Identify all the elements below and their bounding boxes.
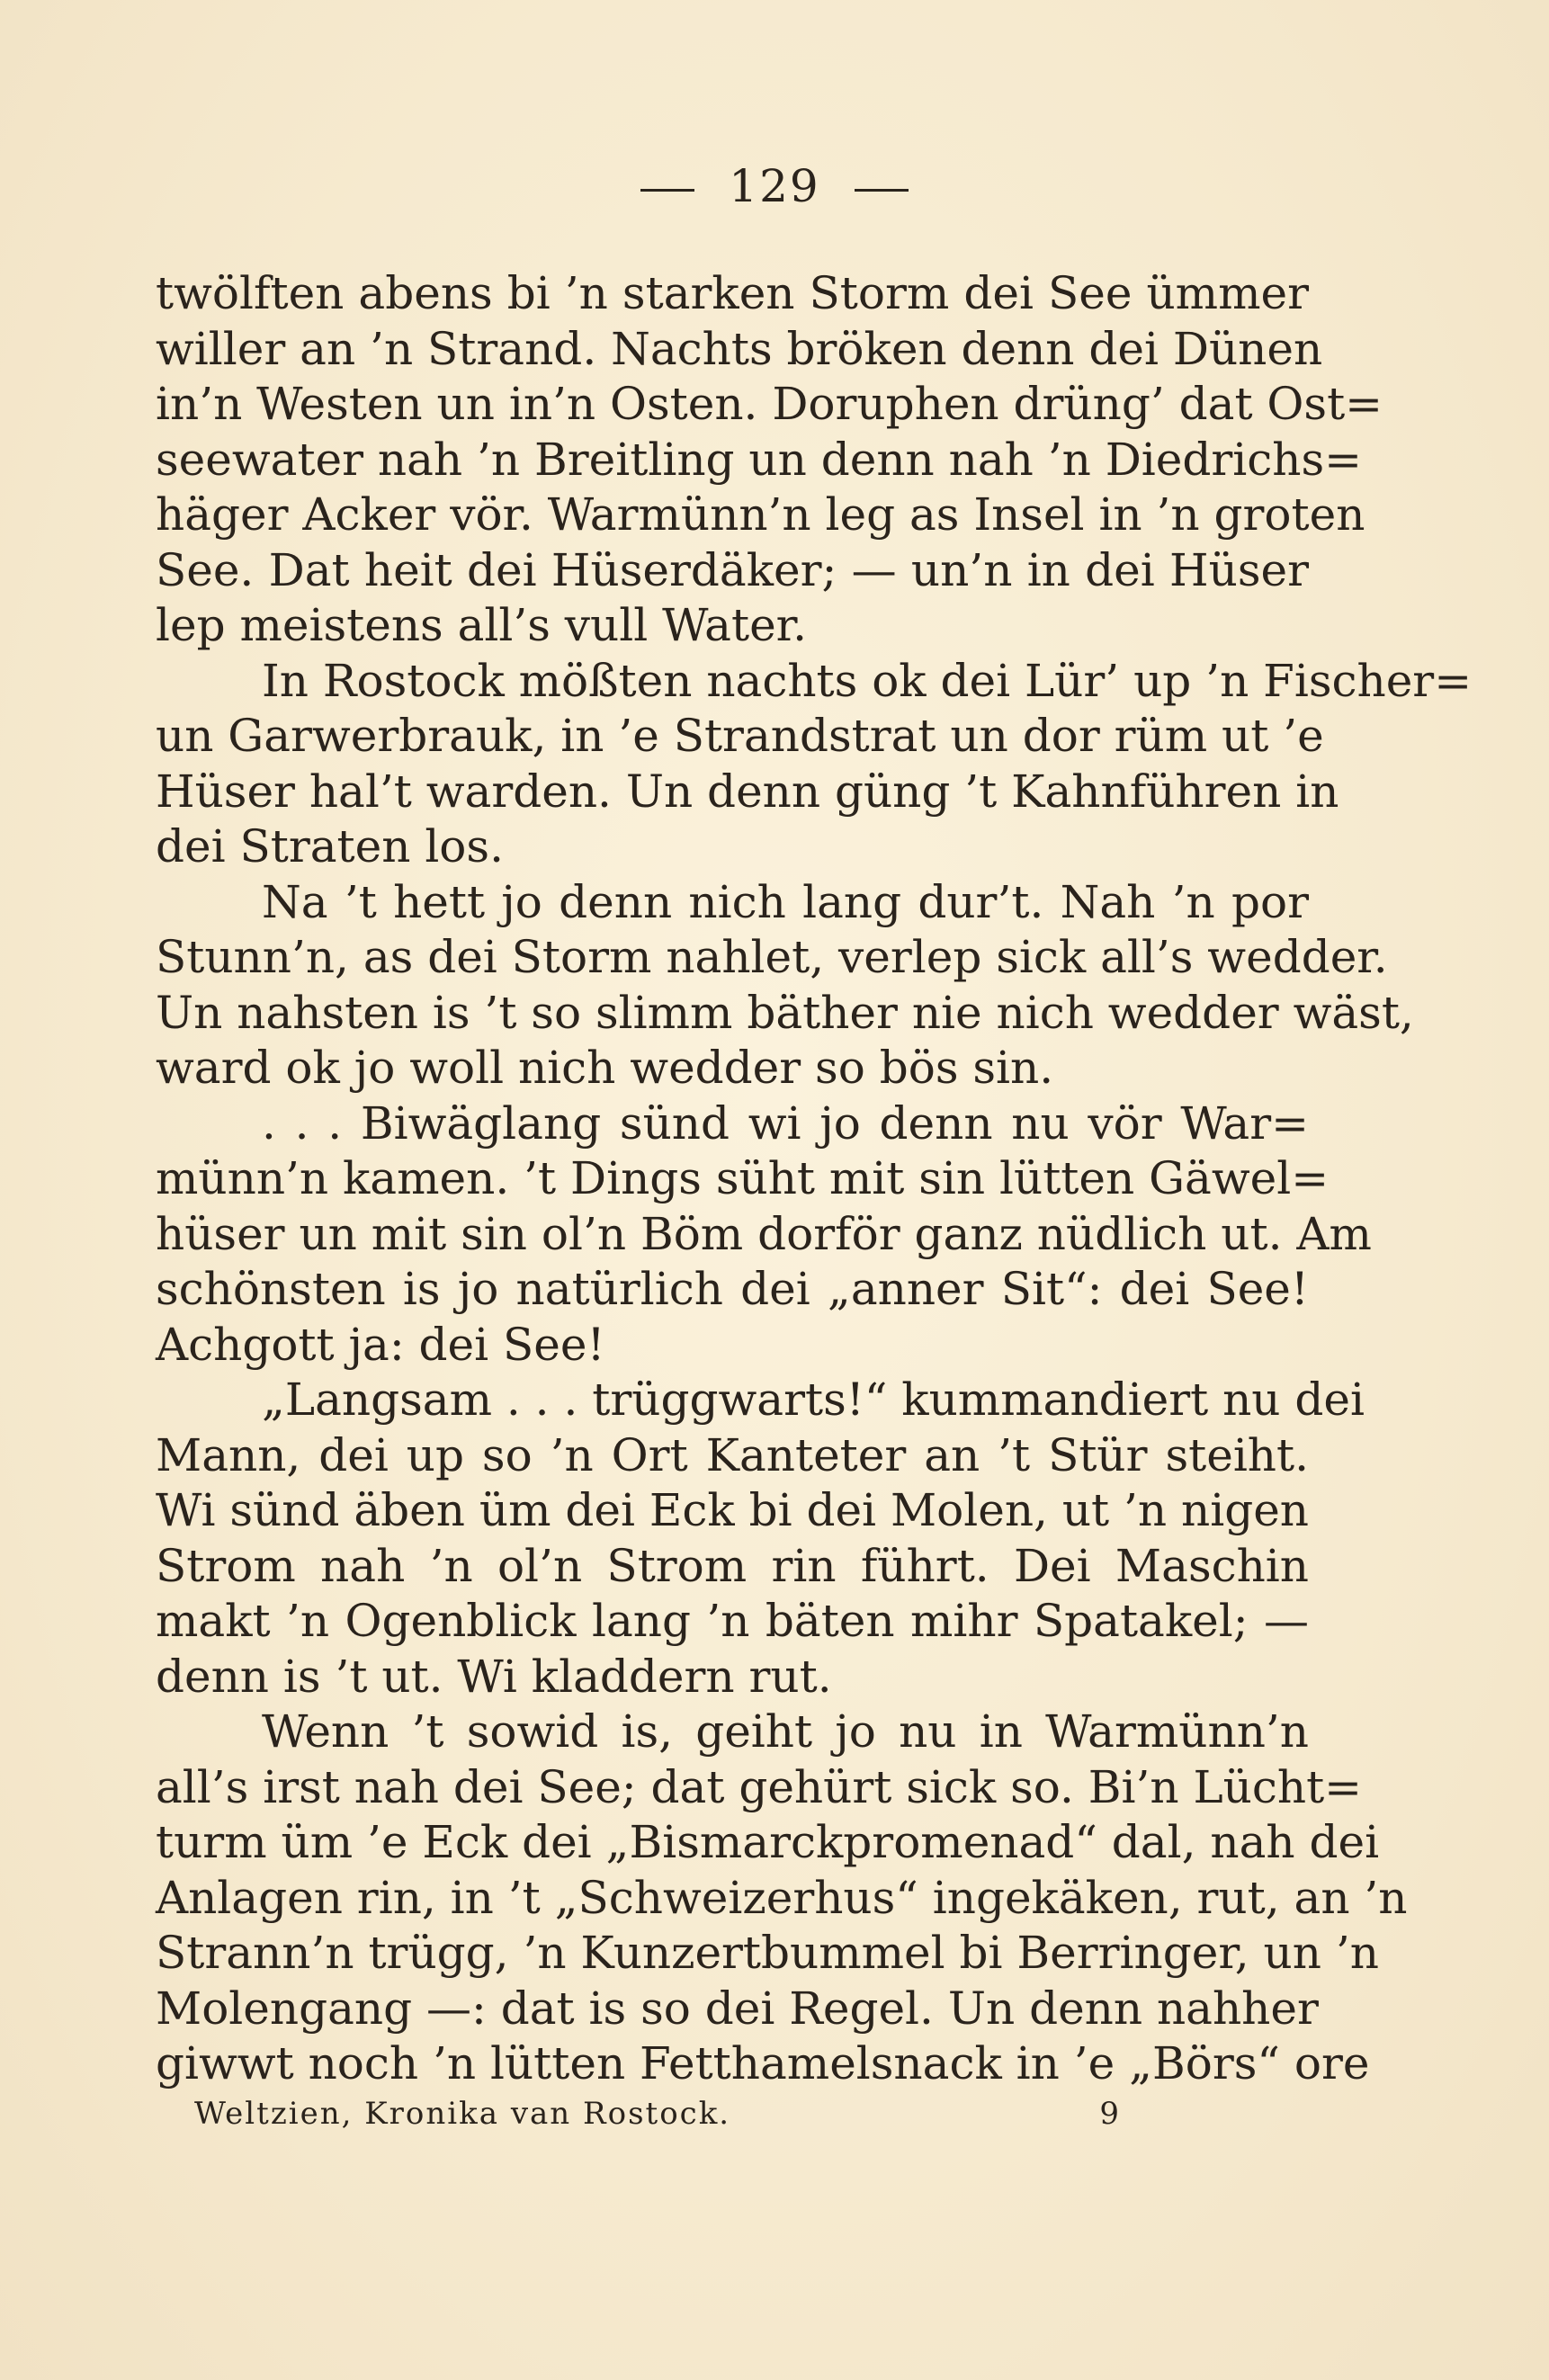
text-line: Mann, dei up so ’n Ort Kanteter an ’t Stür steiht. bbox=[156, 1428, 1309, 1481]
text-line: Un nahsten is ’t so slimm bäther nie nich wedder wäst, bbox=[156, 986, 1414, 1039]
text-line: dei Straten los. bbox=[156, 820, 504, 872]
text-line: schönsten is jo natürlich dei „anner Sit“: dei See! bbox=[156, 1263, 1309, 1315]
text-line: Na ’t hett jo denn nich lang dur’t. Nah ’n por bbox=[262, 875, 1309, 928]
text-line: Strom nah ’n ol’n Strom rin führt. Dei Maschin bbox=[156, 1539, 1309, 1592]
header-dash-left bbox=[640, 189, 694, 192]
text-line: un Garwerbrauk, in ’e Strandstrat un dor rüm ut ’e bbox=[156, 710, 1324, 762]
page-header bbox=[0, 160, 1549, 212]
header-dash-right bbox=[855, 189, 909, 192]
text-line: „Langsam . . . trüggwarts!“ kummandiert nu dei bbox=[262, 1373, 1365, 1426]
footer-author-title: Weltzien, Kronika van Rostock. bbox=[194, 2096, 731, 2132]
text-line: in’n Westen un in’n Osten. Doruphen drüng’ dat Ost= bbox=[156, 378, 1383, 430]
text-line: In Rostock mößten nachts ok dei Lür’ up ’n Fischer= bbox=[262, 654, 1473, 707]
text-line: seewater nah ’n Breitling un denn nah ’n Diedrichs= bbox=[156, 433, 1363, 486]
text-line: willer an ’n Strand. Nachts bröken denn dei Dünen bbox=[156, 322, 1323, 375]
text-line: . . . Biwäglang sünd wi jo denn nu vör War= bbox=[262, 1096, 1309, 1150]
text-line: Molengang —: dat is so dei Regel. Un denn nahher bbox=[156, 1982, 1319, 2035]
text-line: giwwt noch ’n lütten Fetthamelsnack in ’e „Börs“ ore bbox=[156, 2037, 1370, 2089]
text-line: hüser un mit sin ol’n Böm dorför ganz nüdlich ut. Am bbox=[156, 1207, 1372, 1260]
page-footer bbox=[194, 2096, 1121, 2132]
text-line: Anlagen rin, in ’t „Schweizerhus“ ingekäken, rut, an ’n bbox=[156, 1871, 1408, 1924]
text-line: Achgott ja: dei See! bbox=[156, 1318, 605, 1371]
text-line: Wenn ’t sowid is, geiht jo nu in Warmünn’n bbox=[262, 1705, 1309, 1758]
text-line: Strann’n trügg, ’n Kunzertbummel bi Berringer, un ’n bbox=[156, 1927, 1379, 1979]
footer-signature-mark: 9 bbox=[1099, 2096, 1121, 2132]
body-text bbox=[156, 266, 1473, 2092]
text-line: Stunn’n, as dei Storm nahlet, verlep sick all’s wedder. bbox=[156, 931, 1388, 983]
page-number: 129 bbox=[729, 160, 820, 212]
text-line: makt ’n Ogenblick lang ’n bäten mihr Spatakel; — bbox=[156, 1595, 1309, 1647]
text-line: denn is ’t ut. Wi kladdern rut. bbox=[156, 1650, 832, 1703]
text-line: turm üm ’e Eck dei „Bismarckpromenad“ dal, nah dei bbox=[156, 1816, 1380, 1868]
text-line: münn’n kamen. ’t Dings süht mit sin lütten Gäwel= bbox=[156, 1152, 1330, 1204]
text-line: See. Dat heit dei Hüserdäker; — un’n in dei Hüser bbox=[156, 543, 1309, 596]
text-line: häger Acker vör. Warmünn’n leg as Insel in ’n groten bbox=[156, 488, 1365, 541]
text-line: lep meistens all’s vull Water. bbox=[156, 599, 807, 651]
text-line: ward ok jo woll nich wedder so bös sin. bbox=[156, 1042, 1054, 1094]
text-line: Wi sünd äben üm dei Eck bi dei Molen, ut ’n nigen bbox=[156, 1484, 1309, 1536]
text-line: all’s irst nah dei See; dat gehürt sick so. Bi’n Lücht= bbox=[156, 1760, 1363, 1813]
text-line: twölften abens bi ’n starken Storm dei See ümmer bbox=[156, 267, 1309, 319]
text-line: Hüser hal’t warden. Un denn güng ’t Kahnführen in bbox=[156, 765, 1339, 818]
